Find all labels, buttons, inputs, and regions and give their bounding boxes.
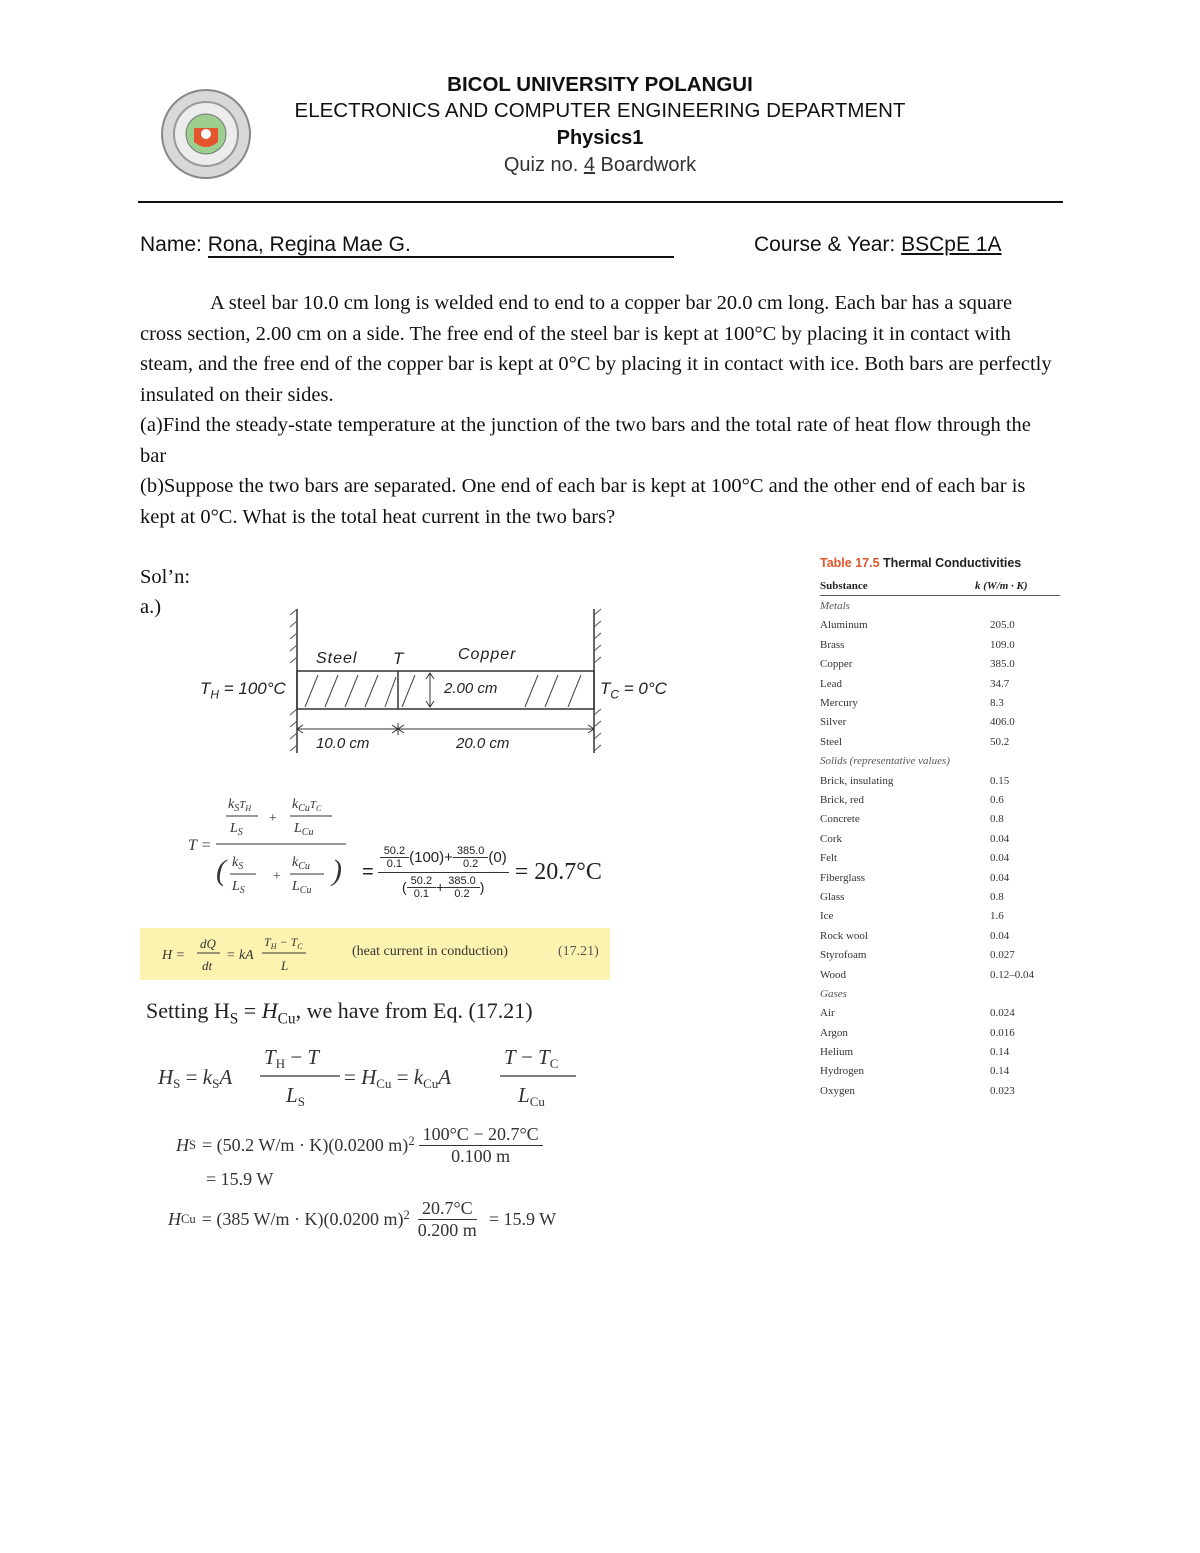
university-name: BICOL UNIVERSITY POLANGUI: [447, 73, 753, 96]
heat-current-balance-equation: [156, 1040, 586, 1115]
substance-name: Felt: [820, 852, 838, 865]
conductivity-value: 0.14: [990, 1065, 1010, 1078]
svg-text:dQ: dQ: [200, 936, 216, 951]
table-row: [820, 693, 1060, 712]
substance-name: Copper: [820, 658, 853, 671]
conductivity-value: 0.023: [990, 1084, 1015, 1097]
conductivity-value: 0.15: [990, 774, 1010, 787]
hcu-calc: = (385 W/m · K)(0.0200 m): [201, 1209, 404, 1229]
table-title: [820, 556, 1060, 570]
sub-den-a: 0.1: [386, 857, 403, 870]
svg-text:TH − TC: $T_H - T_C$: [264, 935, 303, 951]
conductivity-value: 205.0: [990, 619, 1015, 632]
svg-text:T − TC: T − TC: [504, 1045, 559, 1071]
table-row: [820, 790, 1060, 809]
problem-intro: A steel bar 10.0 cm long is welded end to end to a copper bar 20.0 cm long. Each bar has a square cross section, 2.00 cm on a side. The free end of the steel bar is kept at 100°C by placing it in contact with steam, and the free end of the copper bar is kept at 0°C by placing it in contact with ice. Both bars are perfectly insulated on their sides.: [140, 292, 1052, 406]
substance-name: Steel: [820, 735, 842, 748]
setting-statement: Setting $H_S = H_{Cu}$, we have from Eq. (17.21): [146, 998, 533, 1028]
steel-length-label: 10.0 cm: [316, 735, 370, 752]
table-row: [820, 674, 1060, 693]
temperature-substitution: = $\frac{50.2}{0.1}$ (100)+ $\frac{385.0}{0.2}$ (0) ( $\frac{50.2}{0.1}$ + $\frac{385.0}{0.2}$ ) = 20.7°C: [362, 844, 602, 900]
table-row: [820, 1081, 1060, 1100]
svg-text:= HCu = kCuA: = HCu = kCuA: [344, 1065, 452, 1091]
substance-name: Brick, red: [820, 793, 864, 806]
hcu-denominator: 0.200 m: [417, 1220, 477, 1240]
table-row: [820, 848, 1060, 867]
hs-denominator: 0.100 m: [451, 1146, 511, 1166]
table-row: [820, 1042, 1060, 1061]
substance-name: Helium: [820, 1046, 853, 1059]
svg-text:(: (: [216, 854, 226, 887]
steel-label: Steel: [316, 650, 358, 667]
conductivity-value: 8.3: [990, 697, 1004, 710]
svg-text:T =: T =: [188, 837, 212, 854]
heat-current-equation: [140, 928, 610, 980]
table-row: [820, 635, 1060, 654]
solution-label: Sol’n:: [140, 566, 191, 588]
table-row: [820, 732, 1060, 751]
table-row: [820, 907, 1060, 926]
problem-part-b: (b)Suppose the two bars are separated. One end of each bar is kept at 100°C and the other end of each bar is kept at 0°C. What is the total heat current in the two bars?: [140, 475, 1026, 528]
table-row: [820, 810, 1060, 829]
table-section-heading: Metals: [820, 600, 850, 613]
conductivity-value: 0.14: [990, 1046, 1010, 1059]
svg-text:LS: $L_S$: [232, 879, 245, 896]
substance-name: Silver: [820, 716, 847, 729]
conductivity-value: 50.2: [990, 735, 1010, 748]
table-row: [820, 1004, 1060, 1023]
substance-name: Lead: [820, 677, 842, 690]
heat-current-eq-number: (17.21): [558, 944, 599, 959]
substance-name: Hydrogen: [820, 1065, 864, 1078]
conductivity-value: 0.04: [990, 929, 1010, 942]
department-name: ELECTRONICS AND COMPUTER ENGINEERING DEPARTMENT: [294, 99, 906, 122]
svg-text:kSTH: $k_S^T_H$: [228, 797, 252, 814]
substance-name: Styrofoam: [820, 949, 867, 962]
svg-text:LCu: $L_{Cu}$: [292, 879, 312, 896]
den-num-b: 385.0: [444, 875, 480, 888]
student-name-field: Name: Rona, Regina Mae G.: [140, 233, 674, 258]
course-year-field: Course & Year: BSCpE 1A: [754, 233, 1002, 256]
conductivity-value: 34.7: [990, 677, 1010, 690]
substance-name: Brick, insulating: [820, 774, 894, 787]
conductivity-value: 0.6: [990, 793, 1004, 806]
table-row: [820, 868, 1060, 887]
conductivity-value: 0.8: [990, 813, 1004, 826]
junction-temperature-formula: [186, 790, 366, 900]
substance-name: Cork: [820, 832, 842, 845]
table-row: [820, 713, 1060, 732]
table-row: [820, 887, 1060, 906]
hcu-calculation: H Cu = (385 W/m · K)(0.0200 m) $^2$ $\frac{20.7^\circ C}{0.200 m}$ = 15.9 W: [168, 1198, 557, 1240]
svg-text:+: +: [272, 869, 282, 884]
side-dimension-label: 2.00 cm: [444, 680, 498, 697]
conductivity-value: 0.12–0.04: [990, 968, 1034, 981]
col-k: k (W/m · K): [975, 579, 1028, 592]
conductivity-value: 0.04: [990, 871, 1010, 884]
junction-t-label: T: [393, 649, 404, 668]
den-den-b: 0.2: [454, 887, 470, 900]
substance-name: Oxygen: [820, 1084, 855, 1097]
header-divider: [138, 201, 1063, 203]
conductivity-value: 0.8: [990, 890, 1004, 903]
table-row: [820, 1023, 1060, 1042]
col-substance: Substance: [820, 579, 868, 592]
svg-text:LS: $L_S$: [230, 821, 243, 838]
tc-label: $T_C = 0^\circ C$: [600, 679, 667, 702]
substance-name: Argon: [820, 1026, 848, 1039]
substance-name: Air: [820, 1007, 835, 1020]
svg-text:LS: LS: [286, 1083, 305, 1109]
thermal-conductivity-table: [820, 556, 1060, 1101]
table-row: [820, 965, 1060, 984]
bar-diagram: [190, 605, 680, 760]
svg-text:dt: dt: [202, 958, 213, 973]
svg-text:TH − T: TH − T: [264, 1045, 320, 1071]
table-row: [820, 926, 1060, 945]
table-section-heading: Solids (representative values): [820, 755, 950, 768]
svg-text:L: L: [281, 958, 289, 973]
copper-label: Copper: [458, 646, 517, 663]
substance-name: Aluminum: [820, 619, 868, 632]
table-row: [820, 616, 1060, 635]
course-year: BSCpE 1A: [901, 233, 1002, 256]
substance-name: Ice: [820, 910, 834, 923]
svg-text:kCuTC: $k_{Cu}^T_C$: [292, 797, 322, 814]
substance-name: Rock wool: [820, 929, 868, 942]
hs-result: = 15.9 W: [206, 1169, 274, 1189]
sub-num-b: 385.0: [453, 845, 489, 858]
sub-val-b: (0): [488, 848, 507, 866]
svg-text:+: +: [268, 811, 278, 826]
subject-title: Physics1: [556, 127, 644, 149]
table-row: [820, 1062, 1060, 1081]
junction-temperature-result: = 20.7°C: [514, 858, 602, 885]
hs-calculation: H S = (50.2 W/m · K)(0.0200 m) $^2$ $\frac{100^\circ C - 20.7^\circ C}{0.100 m}$ = 15.9 W: [176, 1124, 543, 1190]
sub-den-b: 0.2: [463, 857, 479, 870]
substance-name: Wood: [820, 968, 847, 981]
svg-text:LCu: LCu: [518, 1083, 545, 1109]
conductivity-value: 1.6: [990, 910, 1004, 923]
conductivity-value: 0.027: [990, 949, 1015, 962]
table-row: [820, 829, 1060, 848]
table-number: Table 17.5: [820, 556, 880, 570]
substance-name: Brass: [820, 638, 845, 651]
table-row: [820, 655, 1060, 674]
table-header-row: [820, 576, 1060, 596]
substance-name: Mercury: [820, 697, 858, 710]
svg-text:): ): [332, 854, 342, 887]
heat-current-label: (heat current in conduction): [352, 944, 508, 959]
svg-text:kCu: $k_{Cu}$: [292, 855, 310, 872]
svg-text:= kA: = kA: [226, 948, 254, 963]
conductivity-value: 0.016: [990, 1026, 1015, 1039]
table-row: [820, 945, 1060, 964]
conductivity-value: 0.024: [990, 1007, 1015, 1020]
table-section-heading: Gases: [820, 987, 847, 1000]
student-name: Rona, Regina Mae G.: [208, 234, 674, 258]
sub-val-a: (100)+: [409, 848, 453, 866]
copper-length-label: 20.0 cm: [456, 735, 510, 752]
conductivity-value: 0.04: [990, 852, 1010, 865]
hcu-result: = 15.9 W: [488, 1209, 557, 1229]
th-label: $T_H = 100^\circ C$: [200, 679, 286, 702]
hcu-numerator: 20.7°C: [418, 1198, 477, 1220]
substance-name: Concrete: [820, 813, 860, 826]
svg-text:LCu: $L_{Cu}$: [294, 821, 314, 838]
den-num-a: 50.2: [407, 875, 436, 888]
svg-text:H =: H =: [162, 948, 186, 963]
conductivity-value: 385.0: [990, 658, 1015, 671]
substance-name: Fiberglass: [820, 871, 866, 884]
den-den-a: 0.1: [413, 887, 430, 900]
part-a-label: a.): [140, 596, 162, 618]
table-title-text: Thermal Conductivities: [883, 556, 1022, 570]
conductivity-value: 109.0: [990, 638, 1015, 651]
substance-name: Glass: [820, 890, 845, 903]
table-row: [820, 771, 1060, 790]
conductivity-value: 0.04: [990, 832, 1010, 845]
conductivity-value: 406.0: [990, 716, 1015, 729]
hs-calc: = (50.2 W/m · K)(0.0200 m): [202, 1135, 409, 1155]
sub-num-a: 50.2: [380, 845, 409, 858]
svg-text:HS = kSA: HS = kSA: [158, 1065, 233, 1091]
quiz-title: Quiz no. 4 Boardwork: [503, 154, 697, 176]
problem-part-a: (a)Find the steady-state temperature at the junction of the two bars and the total rate of heat flow through the bar: [140, 414, 1031, 467]
svg-text:kS: $k_S$: [232, 855, 244, 872]
hs-numerator: 100°C − 20.7°C: [419, 1124, 543, 1146]
